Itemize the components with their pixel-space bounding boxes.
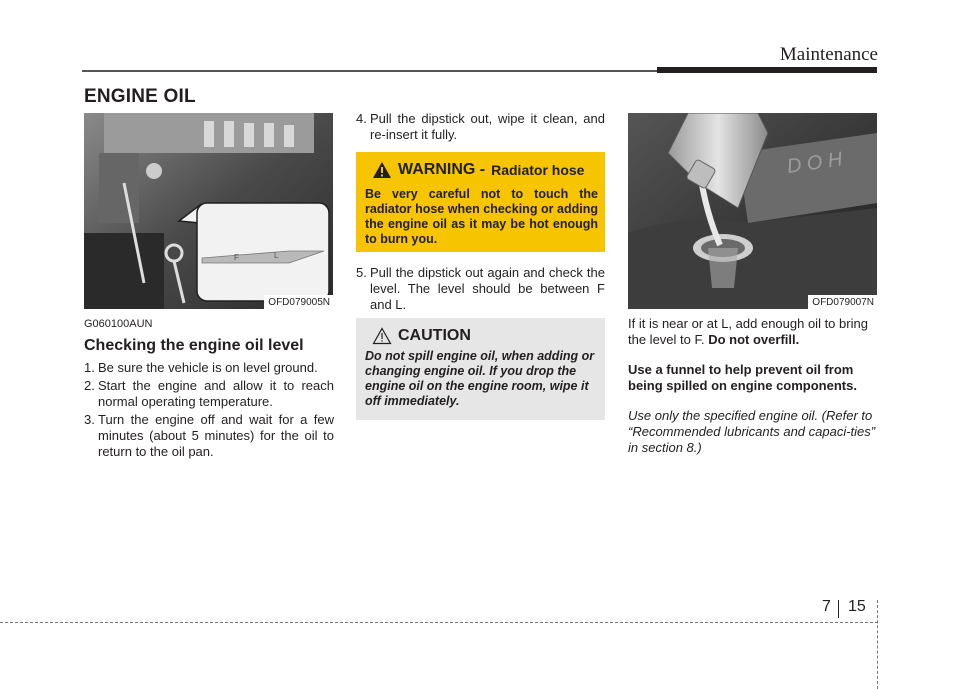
figure-caption-right: OFD079007N: [808, 295, 877, 309]
section-code: G060100AUN: [84, 318, 153, 330]
column-2-step-5: [356, 265, 605, 315]
caution-box: [356, 318, 605, 420]
running-header: Maintenance: [779, 44, 878, 65]
caution-triangle-icon: [372, 327, 392, 345]
adding-oil-illustration: [628, 113, 877, 309]
dipstick-mark-l: L: [274, 251, 279, 260]
footer-rule: [0, 622, 878, 623]
warning-triangle-icon: [372, 161, 392, 179]
page-number-separator: [838, 600, 839, 618]
list-item: 2. Start the engine and allow it to reach normal operating temperature.: [84, 378, 334, 409]
warning-heading: [372, 161, 598, 179]
svg-text:D O H: D O H: [785, 148, 844, 178]
warning-text: Be very careful not to touch the radiator hose when checking or adding the engine oil as it may be hot enough to burn you.: [365, 187, 598, 246]
column-2-step-4: [356, 111, 605, 145]
paragraph-funnel: Use a funnel to help prevent oil from being spilled on engine components.: [628, 362, 857, 393]
list-item: 1. Be sure the vehicle is on level ground.: [84, 360, 318, 375]
list-item: 5. Pull the dipstick out again and check the level. The level should be between F and L.: [356, 265, 605, 312]
warning-label: WARNING -: [398, 161, 486, 178]
column-3: [628, 316, 878, 465]
list-item: 4. Pull the dipstick out, wipe it clean, and re-insert it fully.: [356, 111, 605, 142]
warning-subject: Radiator hose: [491, 162, 585, 178]
warning-box: [356, 152, 605, 252]
paragraph-add-oil: If it is near or at L, add enough oil to bring the level to F. Do not overfill.: [628, 316, 868, 347]
adding-oil-figure: [628, 113, 877, 309]
figure-caption-left: OFD079005N: [264, 295, 333, 309]
column-1: [84, 316, 334, 462]
chapter-number: 7: [822, 598, 831, 615]
caution-heading: [372, 327, 598, 345]
caution-label: CAUTION: [398, 327, 471, 344]
list-item: 3. Turn the engine off and wait for a few minutes (about 5 minutes) for the oil to return to the oil pan.: [84, 412, 334, 459]
footer-vertical-rule: [877, 600, 878, 689]
subsection-heading: Checking the engine oil level: [84, 337, 304, 354]
section-title: ENGINE OIL: [84, 86, 196, 107]
engine-dipstick-figure: [84, 113, 333, 309]
header-rule-accent: [657, 67, 877, 73]
dipstick-mark-f: F: [234, 253, 239, 262]
caution-text: Do not spill engine oil, when adding or changing engine oil. If you drop the engine oil on the engine room, wipe it off immediately.: [365, 349, 595, 408]
page-number: 15: [848, 598, 866, 615]
paragraph-specified-oil: Use only the specified engine oil. (Refer to “Recommended lubricants and capaci-ties” in section 8.): [628, 408, 876, 455]
engine-dipstick-illustration: [84, 113, 333, 309]
